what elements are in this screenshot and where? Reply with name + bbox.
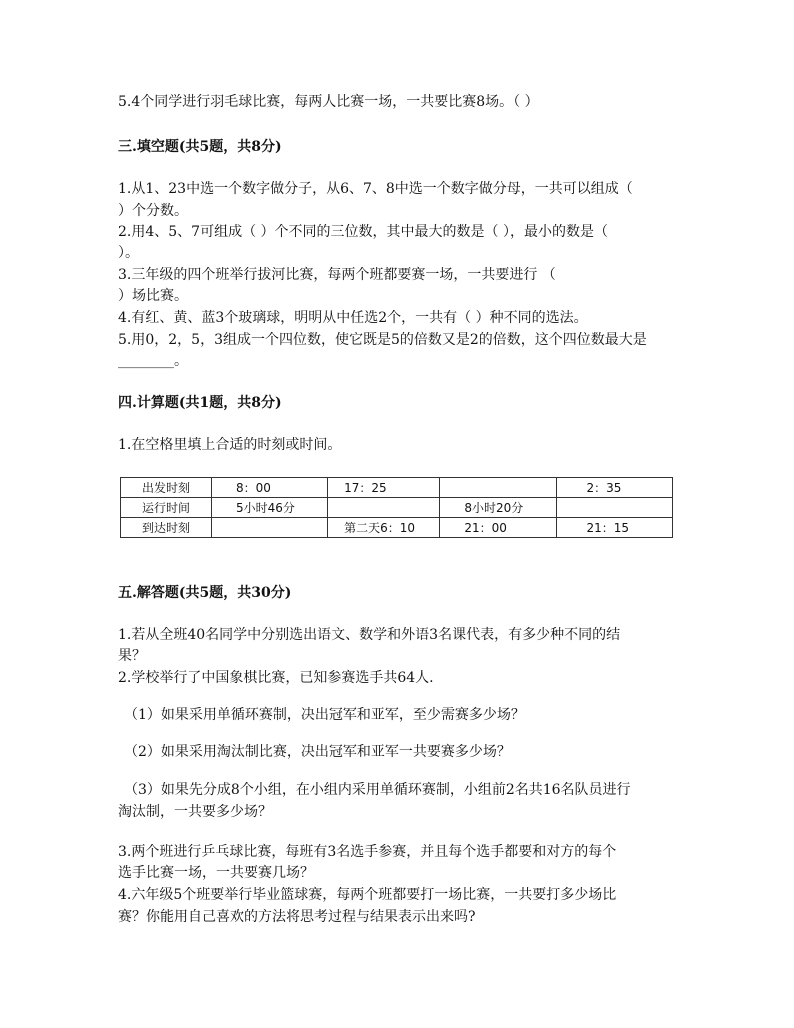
judge-question-5: 5.4个同学进行羽毛球比赛，每两人比赛一场，一共要比赛8场。（ ） <box>118 94 539 110</box>
table-cell: 到达时刻 <box>121 518 212 538</box>
solve-q2: 2.学校举行了中国象棋比赛，已知参赛选手共64人. <box>118 670 434 686</box>
table-cell <box>440 478 556 498</box>
table-row <box>121 518 673 538</box>
solve-q2-part3-line2: 淘汰制，一共要多少场？ <box>118 804 272 820</box>
fill-q3-line2: ）场比赛。 <box>118 288 188 304</box>
table-cell: 8：00 <box>212 478 328 498</box>
table-row <box>121 478 673 498</box>
section-4-title: 四.计算题(共1题，共8分) <box>118 395 282 411</box>
fill-q1-line1: 1.从1、23中选一个数字做分子，从6、7、8中选一个数字做分母，一共可以组成（ <box>118 181 633 197</box>
table-cell: 出发时刻 <box>121 478 212 498</box>
solve-q3-line2: 选手比赛一场，一共要赛几场？ <box>118 865 314 881</box>
fill-q5-line2: ________。 <box>118 353 188 369</box>
solve-q3-line1: 3.两个班进行乒乓球比赛，每班有3名选手参赛，并且每个选手都要和对方的每个 <box>118 844 617 860</box>
table-cell: 21：15 <box>556 518 673 538</box>
fill-q3-line1: 3.三年级的四个班举行拔河比赛，每两个班都要赛一场，一共要进行 （ <box>118 267 556 283</box>
fill-q2-line1: 2.用4、5、7可组成（ ）个不同的三位数，其中最大的数是（ ），最小的数是（ <box>118 224 608 240</box>
solve-q1-line2: 果？ <box>118 648 146 664</box>
solve-q2-part2: （2）如果采用淘汰制比赛，决出冠军和亚军一共要赛多少场？ <box>124 744 511 760</box>
fill-q2-line2: ）。 <box>118 245 139 261</box>
solve-q4-line1: 4.六年级5个班要举行毕业篮球赛，每两个班都要打一场比赛，一共要打多少场比 <box>118 887 617 903</box>
table-cell <box>328 498 440 518</box>
table-cell <box>212 518 328 538</box>
table-cell: 2：35 <box>556 478 673 498</box>
solve-q2-part1: （1）如果采用单循环赛制，决出冠军和亚军，至少需赛多少场？ <box>124 707 525 723</box>
table-cell: 17：25 <box>328 478 440 498</box>
fill-q1-line2: ）个分数。 <box>118 203 188 219</box>
section-5-title: 五.解答题(共5题，共30分) <box>118 585 292 601</box>
table-cell: 21：00 <box>440 518 556 538</box>
table-row <box>121 498 673 518</box>
section-3-title: 三.填空题(共5题，共8分) <box>118 139 282 155</box>
table-cell <box>556 498 673 518</box>
fill-q5-line1: 5.用0，2，5，3组成一个四位数，使它既是5的倍数又是2的倍数，这个四位数最大是 <box>118 332 647 348</box>
table-cell: 运行时间 <box>121 498 212 518</box>
solve-q4-line2: 赛？你能用自己喜欢的方法将思考过程与结果表示出来吗? <box>118 909 476 925</box>
table-cell: 8小时20分 <box>440 498 556 518</box>
time-table <box>120 477 673 538</box>
table-cell: 5小时46分 <box>212 498 328 518</box>
calc-q1: 1.在空格里填上合适的时刻或时间。 <box>118 437 342 453</box>
solve-q2-part3-line1: （3）如果先分成8个小组，在小组内采用单循环赛制，小组前2名共16名队员进行 <box>124 782 631 798</box>
fill-q4: 4.有红、黄、蓝3个玻璃球，明明从中任选2个，一共有（ ）种不同的选法。 <box>118 310 588 326</box>
solve-q1-line1: 1.若从全班40名同学中分别选出语文、数学和外语3名课代表，有多少种不同的结 <box>118 627 621 643</box>
table-cell: 第二天6：10 <box>328 518 440 538</box>
